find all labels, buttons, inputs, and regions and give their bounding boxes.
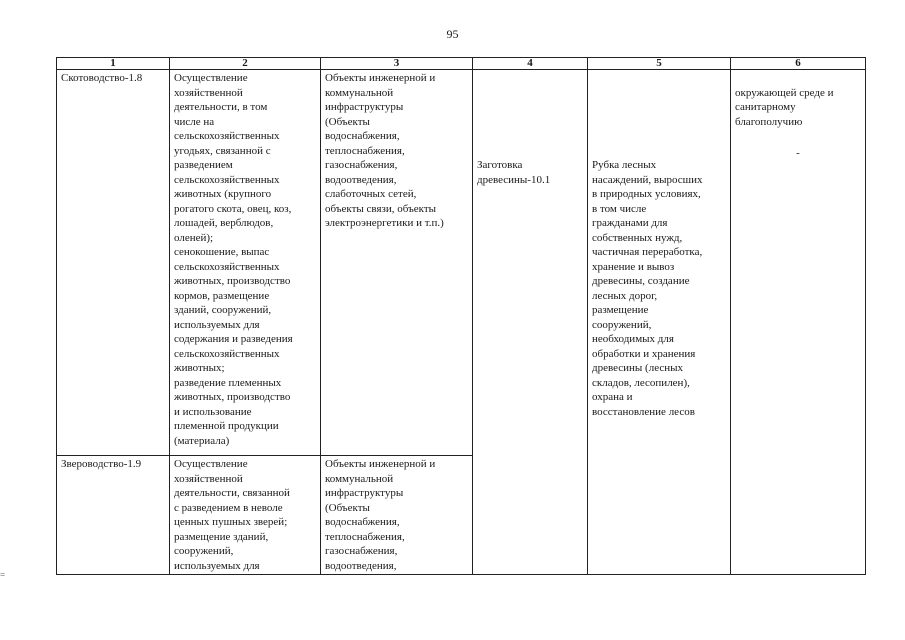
header-col-6: 6 xyxy=(731,58,866,70)
infrastructure-cell: Объекты инженерной и коммунальной инфраструктуры (Объекты водоснабжения, теплоснабжения, газоснабжения, водоотведения, xyxy=(321,456,473,575)
margin-mark: = xyxy=(0,570,6,580)
header-col-5: 5 xyxy=(588,58,731,70)
restrictions-cell xyxy=(731,70,866,575)
header-col-4: 4 xyxy=(473,58,588,70)
conditional-use-type-text: Заготовка древесины-10.1 xyxy=(477,159,551,186)
restrictions-dash: - xyxy=(796,146,800,159)
header-col-3: 3 xyxy=(321,58,473,70)
use-description-cell: Осуществление хозяйственной деятельности, связанной с разведением в неволе ценных пушных зверей; размещение зданий, сооружений, используемых для xyxy=(170,456,321,575)
table-row xyxy=(57,70,866,456)
conditional-use-type-cell xyxy=(473,70,588,575)
header-row xyxy=(57,58,866,70)
use-description-cell: Осуществление хозяйственной деятельности, в том числе на сельскохозяйственных угодьях, связанной с разведением сельскохозяйственных животных (крупного рогатого скота, овец, коз, лошадей, верблюдов, оленей); сенокошение, выпас сельскохозяйственных животных, производство кормов, размещение зданий, сооружений, используемых для содержания и разведения сельскохозяйственных животных; разведение племенных животных, производство и использование племенной продукции (материала) xyxy=(170,70,321,456)
infrastructure-cell: Объекты инженерной и коммунальной инфраструктуры (Объекты водоснабжения, теплоснабжения, газоснабжения, водоотведения, слаботочных сетей, объекты связи, объекты электроэнергетики и т.п.) xyxy=(321,70,473,456)
use-type-cell: Звероводство-1.9 xyxy=(57,456,170,575)
conditional-use-description-text: Рубка лесных насаждений, выросших в природных условиях, в том числе гражданами для собственных нужд, частичная переработка, хранение и вывоз древесины, создание лесных дорог, размещение сооружений, необходимых для обработки и хранения древесины (лесных складов, лесопилен), охрана и восстановление лесов xyxy=(592,159,703,418)
page-number: 95 xyxy=(446,27,459,41)
header-col-1: 1 xyxy=(57,58,170,70)
conditional-use-description-cell xyxy=(588,70,731,575)
header-col-2: 2 xyxy=(170,58,321,70)
zoning-table xyxy=(56,57,866,575)
restrictions-text: окружающей среде и санитарному благополучию xyxy=(735,86,834,128)
use-type-cell: Скотоводство-1.8 xyxy=(57,70,170,456)
